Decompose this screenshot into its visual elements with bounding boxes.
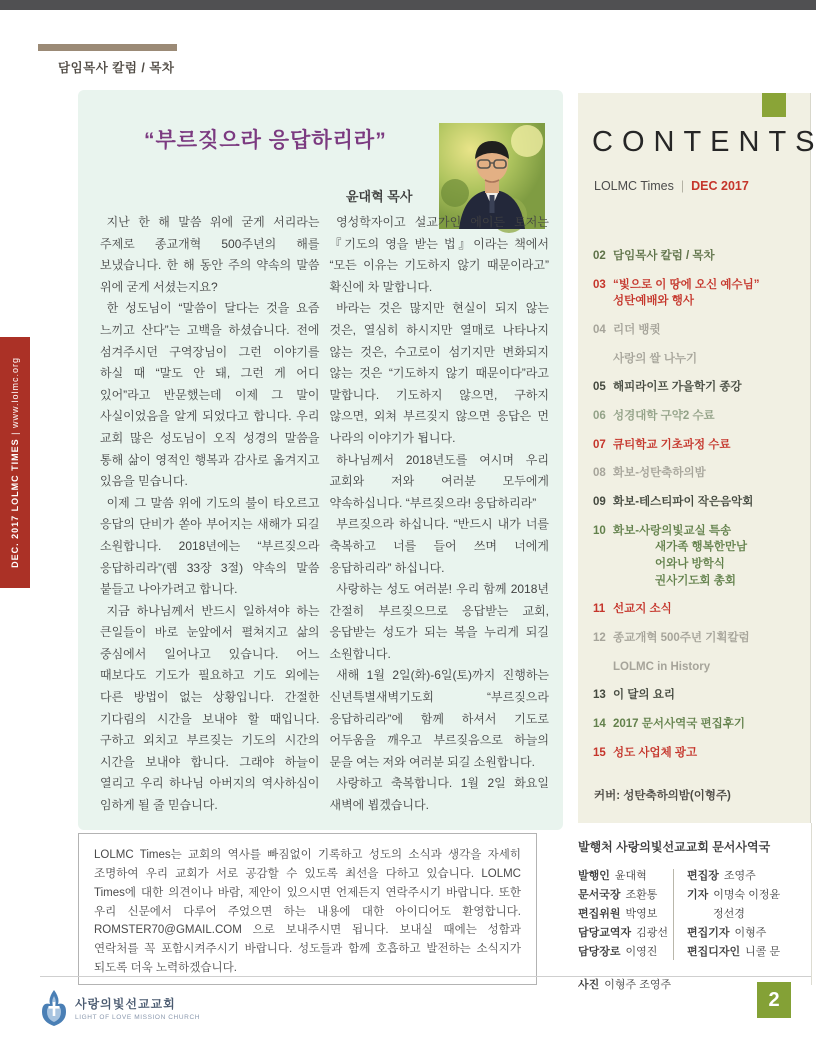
toc-page-number: 06 — [593, 410, 606, 423]
pastor-column — [78, 90, 563, 830]
toc-label: 종교개혁 500주년 기획칼럼 — [613, 632, 750, 645]
publisher-column-left — [578, 867, 673, 962]
toc-item-10[interactable] — [593, 523, 799, 590]
church-name: 사랑의빛선교교회 — [75, 997, 176, 1011]
publisher-name: 사랑의빛선교교회 문서사역국 — [616, 840, 771, 854]
toc-item-03[interactable] — [593, 277, 799, 310]
publisher-heading — [578, 838, 810, 855]
staff-name: 정선경 — [713, 907, 745, 920]
staff-name: 김광선 — [636, 926, 669, 939]
toc-item-lolmc-history[interactable] — [593, 659, 799, 676]
staff-row — [578, 867, 673, 886]
toc-page-number: 04 — [593, 324, 606, 337]
staff-row — [687, 905, 810, 924]
toc-label: 담임목사 칼럼 / 목차 — [613, 250, 715, 262]
cover-credit: 커버: 성탄축하의밤(이형주) — [594, 790, 731, 802]
toc-label-line2: 성탄예배와 행사 — [613, 295, 694, 308]
staff-role: 기자 — [687, 888, 709, 901]
toc-item-08[interactable] — [593, 465, 799, 482]
staff-role: 담당교역자 — [578, 926, 632, 939]
toc-label-line3: 어와나 방학식 — [655, 558, 725, 571]
paragraph: 지난 한 해 말씀 위에 굳게 서리라는 주제로 종교개혁 500주년의 해를 보냈습니다. 한 해 동안 주의 약속의 말씀 위에 굳게 서셨는지요? — [100, 215, 320, 294]
toc-label: 화보-성탄축하의밤 — [613, 467, 706, 480]
toc-page-number: 14 — [593, 718, 606, 731]
church-logo-text — [75, 995, 200, 1021]
publisher-label: 발행처 — [578, 840, 613, 854]
contact-email[interactable]: ROMSTER70@GMAIL.COM — [94, 924, 242, 937]
toc-label: 성도 사업체 광고 — [613, 746, 698, 759]
section-label: 담임목사 칼럼 / 목차 — [58, 61, 175, 75]
toc-item-15[interactable] — [593, 745, 799, 762]
toc-item-13[interactable] — [593, 687, 799, 704]
editorial-note-text: LOLMC Times는 교회의 역사를 빠짐없이 기록하고 성도의 소식과 생각을 자세히 조명하여 우리 교회가 서로 공감할 수 있도록 최선을 다하고 있습니다. LOLMC Times에 대한 의견이나 바람, 제안이 있으시면 언제든지 연락주시기 바랍니다. 또한 우리 신문에서 다루어 주었으면 하는 내용에 대한 아이디어도 환영합니다. — [94, 849, 521, 918]
spine-issue: DEC. 2017 LOLMC TIMES — [10, 438, 20, 568]
publisher-divider — [673, 869, 674, 960]
toc-page-number: 09 — [593, 496, 606, 509]
church-logo — [40, 988, 200, 1028]
masthead-title: LOLMC Times — [594, 179, 674, 193]
article-body — [100, 212, 549, 818]
toc-item-06[interactable] — [593, 408, 799, 425]
toc-item-04[interactable] — [593, 322, 799, 339]
staff-role: 편집위원 — [578, 907, 621, 920]
top-bar — [0, 0, 816, 10]
staff-row — [578, 886, 673, 905]
toc-page-number: 02 — [593, 250, 606, 262]
staff-name: 이형주 조영주 — [604, 978, 672, 991]
toc-page-number: 05 — [593, 381, 606, 394]
toc-label: 이 달의 요리 — [613, 689, 675, 702]
toc-label: 해피라이프 가을학기 종강 — [613, 381, 742, 394]
toc-page-number: 12 — [593, 632, 606, 645]
toc-item-rice-sharing[interactable] — [593, 351, 799, 368]
staff-name: 니콜 문 — [745, 945, 781, 958]
toc-page-number: 15 — [593, 746, 606, 759]
paragraph: 바라는 것은 많지만 현실이 되지 않는 것은, 열심히 하시지만 열매로 나타나지 않는 것은, 수고로이 섬기지만 변화되지 않는 것은 “기도하지 않기 때문이다”라고 말합니다. 기도하지 않으면, 구하지 않으면, 외쳐 부르짖지 않으면 응답은 먼 나라의 이야기가 됩니다. — [329, 301, 549, 445]
church-name-english: LIGHT OF LOVE MISSION CHURCH — [75, 1014, 201, 1021]
masthead-issue: DEC 2017 — [691, 179, 749, 193]
footer-divider — [40, 976, 811, 977]
toc-item-02[interactable] — [593, 248, 799, 265]
staff-name: 윤대혁 — [614, 870, 647, 882]
paragraph: 영성학자이고 설교가인 에이든 토저는 『기도의 영을 받는 법』이라는 책에서 “모든 이유는 기도하지 않기 때문이라고” 확신에 차 말합니다. — [329, 215, 549, 294]
staff-row — [578, 905, 673, 924]
toc-label: 성경대학 구약2 수료 — [613, 410, 715, 423]
editorial-note-text-after: 으로 보내주시면 됩니다. 보내실 때에는 성함과 연락처를 꼭 포함시켜주시기 바랍니다. 성도들과 함께 호흡하고 발전하는 소식지가 되도록 더욱 노력하겠습니다. — [94, 924, 521, 975]
publisher-info — [578, 838, 810, 992]
contents-heading: CONTENTS — [592, 126, 824, 158]
toc-label: 사랑의 쌀 나누기 — [613, 352, 698, 365]
toc-label: LOLMC in History — [613, 660, 711, 673]
paragraph: 한 성도님이 “말씀이 달다는 것을 요즘 느끼고 산다”는 고백을 하셨습니다. 전에 섬겨주시던 구역장님이 그런 이야기를 하실 때 “말도 안 돼, 그런 게 어디 있어”라고 반문했는데 이제 그 말이 사실이었음을 알게 되었다고 합니다. 우리 교회 많은 성도님이 오직 성경의 말씀을 통해 삶이 영적인 행복과 감사로 옮겨지고 있음을 믿습니다. — [100, 301, 320, 489]
toc-label: 리더 뱅큇 — [613, 324, 661, 337]
staff-row — [687, 943, 810, 962]
toc-page-number: 13 — [593, 689, 606, 702]
staff-role: 편집장 — [687, 870, 719, 882]
toc-item-14[interactable] — [593, 716, 799, 733]
staff-row — [687, 886, 810, 905]
paragraph: 부르짖으라 하십니다. “반드시 내가 너를 축복하고 너를 들어 쓰며 너에게 응답하리라” 하십니다. — [329, 517, 549, 575]
staff-name: 조영주 — [723, 870, 756, 882]
toc-item-09[interactable] — [593, 494, 799, 511]
paragraph: 하나님께서 2018년도를 여시며 우리 교회와 저와 여러분 모두에게 약속하십니다. “부르짖으라! 응답하리라” — [329, 452, 549, 510]
toc-label: 2017 문서사역국 편집후기 — [613, 718, 745, 731]
toc-page-number: 08 — [593, 467, 606, 480]
toc-label: 화보-사랑의빛교실 특송 — [613, 524, 732, 537]
staff-role: 발행인 — [578, 870, 610, 882]
staff-name: 조환통 — [625, 888, 658, 901]
toc-page-number: 07 — [593, 438, 606, 451]
publisher-column-right — [680, 867, 810, 962]
staff-row — [578, 924, 673, 943]
article-author: 윤대혁 목사 — [346, 189, 413, 204]
green-accent-square — [762, 93, 786, 117]
staff-row — [687, 867, 810, 886]
editorial-note-box — [78, 833, 537, 985]
paragraph: 새해 1월 2일(화)-6일(토)까지 진행하는 신년특별새벽기도회 “부르짖으라 응답하리라”에 함께 하셔서 기도로 어두움을 깨우고 부르짖음으로 하늘의 문을 여는 저와 여러분 되길 소원합니다. — [329, 668, 549, 769]
staff-role: 편집기자 — [687, 926, 730, 939]
staff-role: 편집디자인 — [687, 945, 741, 958]
section-accent-bar — [38, 44, 177, 51]
toc-item-07[interactable] — [593, 437, 799, 454]
staff-name: 이명숙 이정윤 — [713, 888, 781, 901]
contents-panel — [578, 93, 824, 823]
staff-role: 담당장로 — [578, 945, 621, 958]
staff-name: 이영진 — [625, 945, 658, 958]
staff-role: 문서국장 — [578, 888, 621, 901]
toc-item-12[interactable] — [593, 630, 799, 647]
publisher-columns — [578, 867, 810, 962]
contents-masthead — [594, 179, 749, 193]
masthead-divider: | — [680, 179, 685, 193]
staff-row — [687, 924, 810, 943]
church-logo-icon — [40, 988, 68, 1028]
staff-row — [578, 943, 673, 962]
toc-label: 선교지 소식 — [613, 603, 672, 616]
page-number: 2 — [768, 988, 780, 1011]
toc-label-line4: 권사기도회 총회 — [655, 574, 736, 587]
toc-item-05[interactable] — [593, 379, 799, 396]
article-title: “부르짖으라 응답하리라” — [144, 129, 387, 152]
spine-text — [10, 357, 20, 568]
paragraph: 지금 하나님께서 반드시 일하셔야 하는 큰일들이 바로 눈앞에서 펼쳐지고 삶의 중심에서 일어나고 있습니다. 어느 때보다도 기도가 필요하고 기도 외에는 다른 방법이 없는 상황입니다. 간절한 기다림의 시간을 보내야 할 때입니다. 구하고 외치고 부르짖는 기도의 시간의 시간을 보내야 합니다. 그래야 하늘이 열리고 우리 하나님 아버지의 역사하심이 임하게 될 줄 믿습니다. — [100, 603, 320, 813]
page-edge-line — [811, 823, 812, 985]
toc-label-line2: 새가족 행복한만남 — [655, 541, 748, 554]
paragraph: 사랑하고 축복합니다. 1월 2일 화요일 새벽에 뵙겠습니다. — [329, 776, 549, 813]
paragraph: 이제 그 말씀 위에 기도의 불이 타오르고 응답의 단비가 쏟아 부어지는 새해가 되길 소원합니다. 2018년에는 “부르짖으라 응답하리라”(렘 33장 3절) 약속의 말씀 붙들고 나아가려고 합니다. — [100, 495, 320, 597]
spine-url[interactable]: | www.lolmc.org — [10, 357, 20, 435]
toc-label: 화보-테스티파이 작은음악회 — [613, 496, 754, 509]
staff-name: 박영보 — [625, 907, 658, 920]
toc-item-11[interactable] — [593, 601, 799, 618]
table-of-contents — [593, 248, 799, 773]
toc-page-number: 10 — [593, 524, 606, 537]
page-number-badge — [757, 982, 791, 1018]
staff-name: 이형주 — [734, 926, 767, 939]
toc-page-number: 03 — [593, 278, 606, 291]
toc-page-number: 11 — [593, 603, 606, 616]
staff-role: 사진 — [578, 978, 600, 991]
spine-banner — [0, 337, 30, 588]
toc-label: 큐티학교 기초과정 수료 — [613, 438, 731, 451]
paragraph: 사랑하는 성도 여러분! 우리 함께 2018년 간절히 부르짖으므로 응답받는 교회, 응답받는 성도가 되는 복을 누리게 되길 소원합니다. — [329, 582, 549, 661]
toc-label: “빛으로 이 땅에 오신 예수님” — [613, 278, 760, 291]
